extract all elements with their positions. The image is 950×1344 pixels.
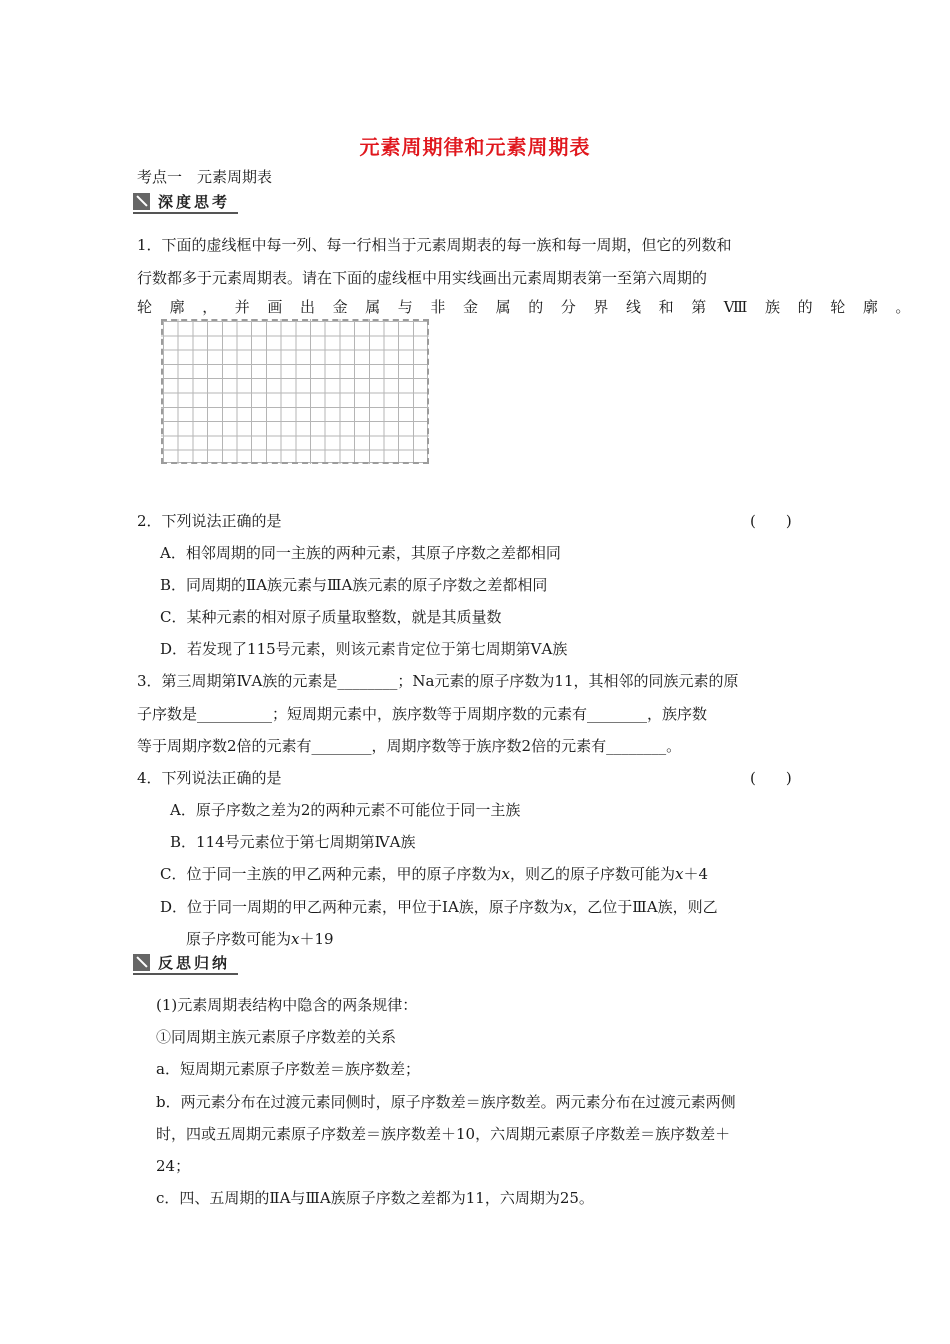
reflection-p4-line2: 时，四或五周期元素原子序数差＝族序数差＋10，六周期元素原子序数差＝族序数差＋: [156, 1125, 731, 1143]
topic-heading: 考点一 元素周期表: [137, 168, 273, 186]
reflection-p4-line3: 24；: [156, 1157, 191, 1175]
section-marker-icon: [133, 954, 150, 971]
q4-option-d: D．位于同一周期的甲乙两种元素，甲位于ⅠA族，原子序数为x，乙位于ⅢA族，则乙: [160, 898, 718, 916]
q4-stem: 4．下列说法正确的是: [137, 769, 282, 787]
q2-option-a: A．相邻周期的同一主族的两种元素，其原子序数之差都相同: [160, 544, 561, 562]
q4-option-b: B．114号元素位于第七周期第ⅣA族: [170, 833, 416, 851]
q2-answer-paren[interactable]: ( ): [750, 512, 792, 530]
q4-option-d-cont: 原子序数可能为x＋19: [186, 930, 334, 948]
section-badge-deep-thinking: [133, 190, 238, 214]
section-marker-icon: [133, 193, 150, 210]
reflection-p2: ①同周期主族元素原子序数差的关系: [156, 1028, 397, 1046]
reflection-p1: (1)元素周期表结构中隐含的两条规律：: [156, 996, 418, 1014]
reflection-p4-line1: b．两元素分布在过渡元素同侧时，原子序数差＝族序数差。两元素分布在过渡元素两侧: [156, 1093, 736, 1111]
badge-label: 反思归纳: [158, 953, 231, 972]
q1-line1: 1．下面的虚线框中每一列、每一行相当于元素周期表的每一族和每一周期，但它的列数和: [137, 236, 732, 254]
q2-stem: 2．下列说法正确的是: [137, 512, 282, 530]
page-title: 元素周期律和元素周期表: [359, 135, 591, 159]
q2-option-c: C．某种元素的相对原子质量取整数，就是其质量数: [160, 608, 502, 626]
q1-line3: 轮廓，并画出金属与非金属的分界线和第Ⅷ族的轮廓。: [137, 298, 929, 316]
q3-line2: 子序数是__________；短周期元素中，族序数等于周期序数的元素有________，族序数: [137, 705, 708, 723]
badge-label: 深度思考: [158, 192, 231, 211]
dashed-grid-box[interactable]: [161, 319, 429, 464]
q1-line2: 行数都多于元素周期表。请在下面的虚线框中用实线画出元素周期表第一至第六周期的: [137, 269, 708, 287]
q4-option-a: A．原子序数之差为2的两种元素不可能位于同一主族: [170, 801, 521, 819]
q4-option-c: C．位于同一主族的甲乙两种元素，甲的原子序数为x，则乙的原子序数可能为x＋4: [160, 865, 708, 883]
q4-answer-paren[interactable]: ( ): [750, 769, 792, 787]
reflection-p3: a．短周期元素原子序数差＝族序数差；: [156, 1060, 420, 1078]
section-badge-reflection: [133, 951, 238, 975]
q2-option-d: D．若发现了115号元素，则该元素肯定位于第七周期第ⅤA族: [160, 640, 568, 658]
q3-line1: 3．第三周期第ⅣA族的元素是________；Na元素的原子序数为11，其相邻的同族元素的原: [137, 672, 739, 690]
reflection-p5: c．四、五周期的ⅡA与ⅢA族原子序数之差都为11，六周期为25。: [156, 1189, 594, 1207]
q3-line3: 等于周期序数2倍的元素有________，周期序数等于族序数2倍的元素有________。: [137, 737, 682, 755]
q2-option-b: B．同周期的ⅡA族元素与ⅢA族元素的原子序数之差都相同: [160, 576, 548, 594]
